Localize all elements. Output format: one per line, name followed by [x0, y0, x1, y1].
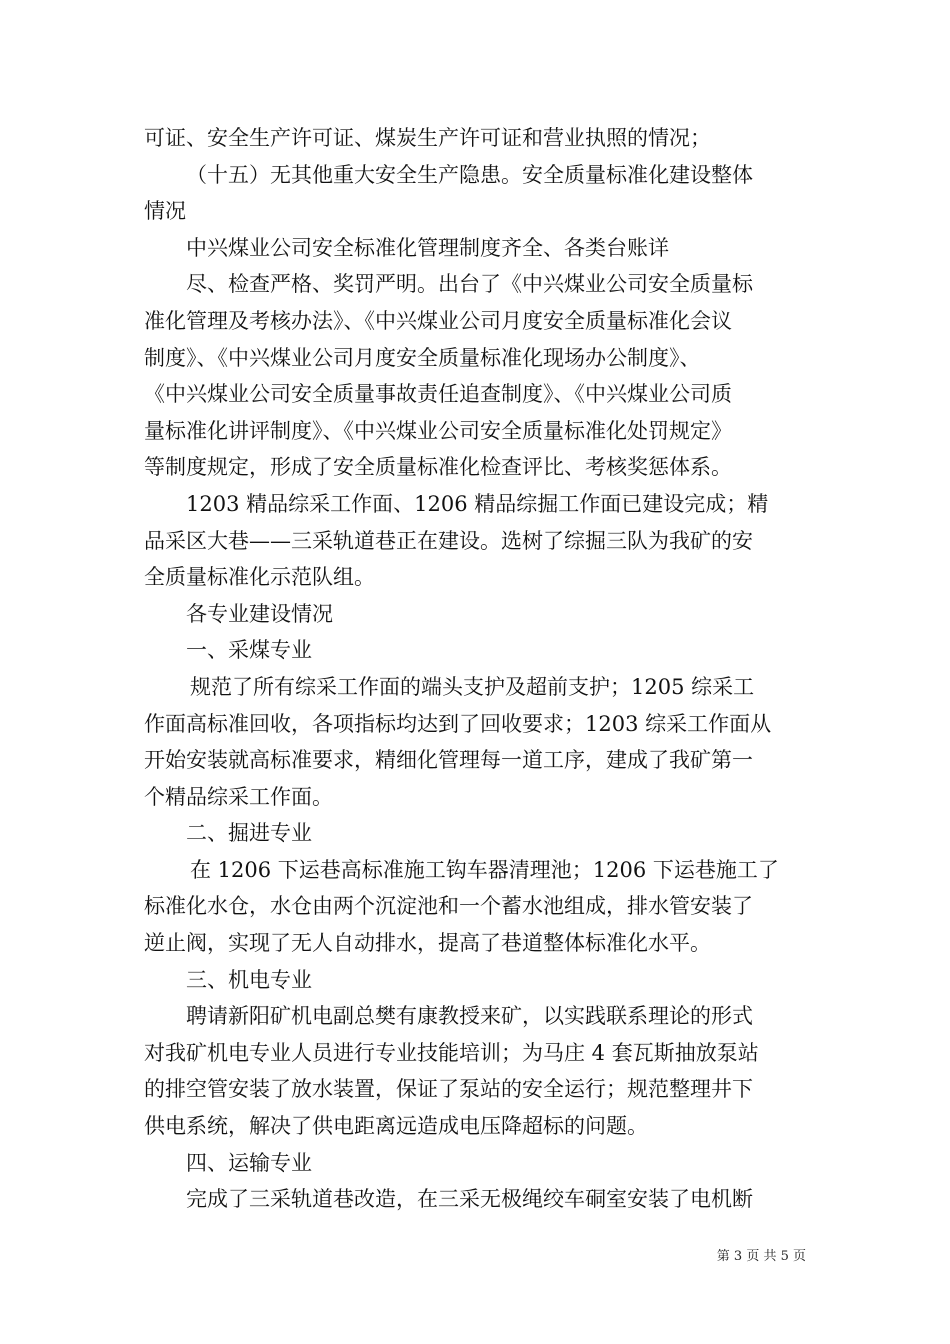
text-line: 量标准化讲评制度》、《中兴煤业公司安全质量标准化处罚规定》: [144, 418, 732, 443]
text-line: 个精品综采工作面。: [144, 784, 333, 809]
text-line: 聘请新阳矿机电副总樊有康教授来矿，以实践联系理论的形式: [186, 1004, 753, 1029]
text-line: 《中兴煤业公司安全质量事故责任追查制度》、《中兴煤业公司质: [144, 382, 732, 407]
text-line: 开始安装就高标准要求，精细化管理每一道工序，建成了我矿第一: [144, 748, 753, 773]
section-heading: 一、采煤专业: [186, 638, 312, 663]
text-line: 品采区大巷——三采轨道巷正在建设。选树了综掘三队为我矿的安: [144, 528, 753, 553]
text-line: 的排空管安装了放水装置，保证了泵站的安全运行；规范整理井下: [144, 1077, 753, 1102]
section-heading: 各专业建设情况: [186, 601, 333, 626]
text-line: 逆止阀，实现了无人自动排水，提高了巷道整体标准化水平。: [144, 931, 711, 956]
text-line: 规范了所有综采工作面的端头支护及超前支护；1205 综采工: [190, 674, 755, 699]
section-heading: 二、掘进专业: [186, 821, 312, 846]
text-line: （十五）无其他重大安全生产隐患。安全质量标准化建设整体: [186, 162, 753, 187]
document-body: [144, 120, 808, 1218]
text-line: 等制度规定，形成了安全质量标准化检查评比、考核奖惩体系。: [144, 455, 732, 480]
section-heading: 三、机电专业: [186, 967, 312, 992]
text-line: 中兴煤业公司安全标准化管理制度齐全、各类台账详: [186, 235, 669, 260]
text-line: 可证、安全生产许可证、煤炭生产许可证和营业执照的情况；: [144, 126, 711, 150]
text-line: 准化管理及考核办法》、《中兴煤业公司月度安全质量标准化会议: [144, 308, 732, 333]
page-number-footer: 第 3 页 共 5 页: [716, 1249, 806, 1264]
text-line: 全质量标准化示范队组。: [144, 565, 375, 590]
text-line: 供电系统，解决了供电距离远造成电压降超标的问题。: [144, 1114, 648, 1139]
text-line: 制度》、《中兴煤业公司月度安全质量标准化现场办公制度》、: [144, 345, 701, 370]
text-line: 作面高标准回收，各项指标均达到了回收要求；1203 综采工作面从: [144, 711, 772, 736]
text-line: 在 1206 下运巷高标准施工钩车器清理池；1206 下运巷施工了: [190, 857, 779, 882]
text-line: 完成了三采轨道巷改造，在三采无极绳绞车硐室安装了电机断: [186, 1187, 753, 1212]
text-line: 1203 精品综采工作面、1206 精品综掘工作面已建设完成；精: [186, 491, 769, 516]
text-line: 标准化水仓，水仓由两个沉淀池和一个蓄水池组成，排水管安装了: [144, 894, 753, 919]
text-line: 对我矿机电专业人员进行专业技能培训；为马庄 4 套瓦斯抽放泵站: [144, 1040, 759, 1065]
text-line: 情况: [144, 199, 186, 224]
text-line: 尽、检查严格、奖罚严明。出台了《中兴煤业公司安全质量标: [186, 272, 753, 297]
section-heading: 四、运输专业: [186, 1150, 312, 1175]
